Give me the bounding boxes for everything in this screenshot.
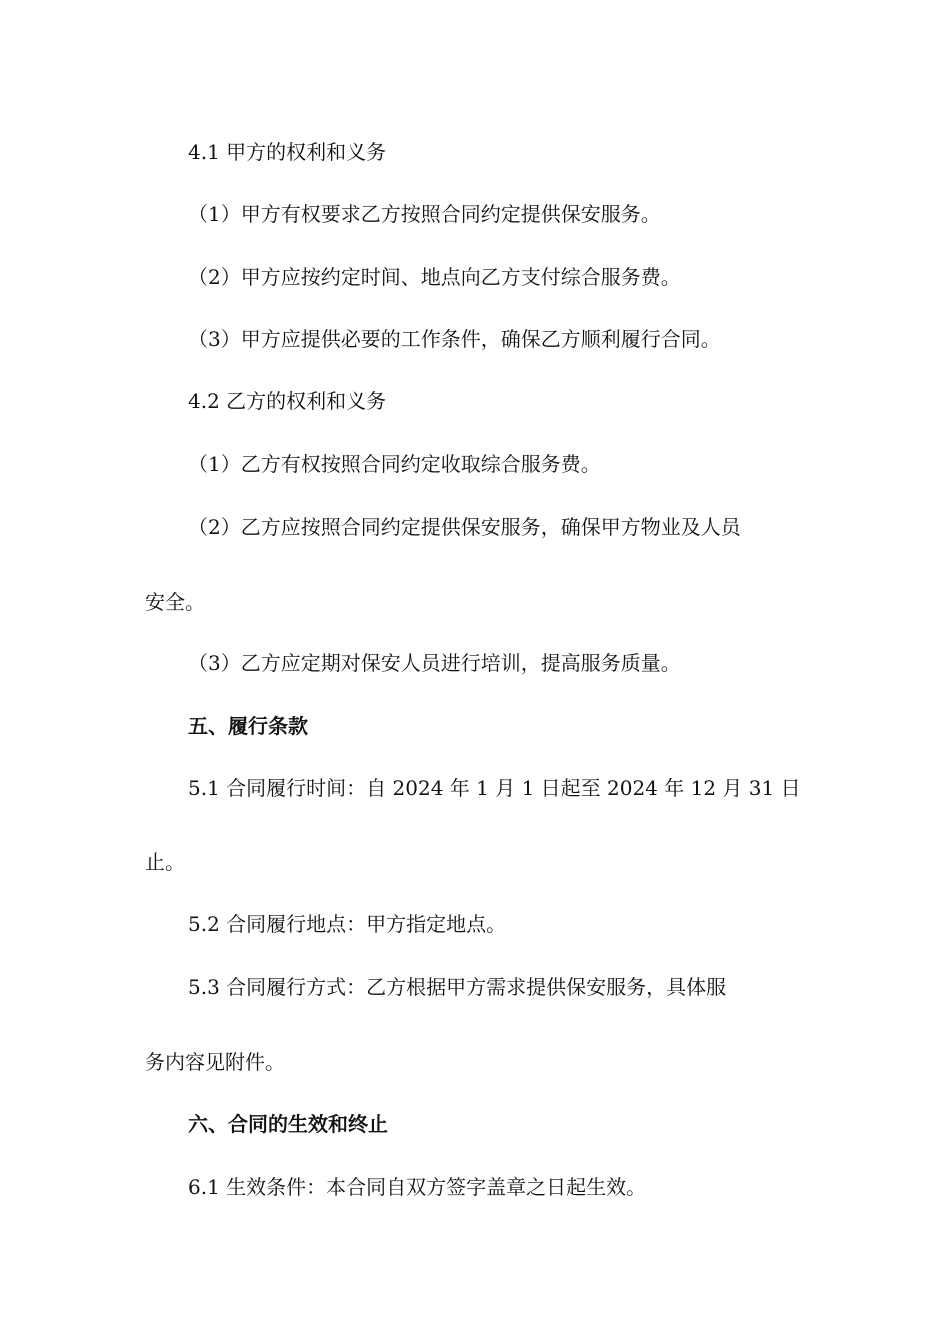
clause-5-2: 5.2 合同履行地点：甲方指定地点。 [188,912,507,936]
clause-5-3-continued: 务内容见附件。 [145,1050,285,1074]
clause-5-1-continued: 止。 [145,850,185,874]
clause-4-2-item-2: （2）乙方应按照合同约定提供保安服务，确保甲方物业及人员 [188,515,741,539]
clause-4-2-item-3: （3）乙方应定期对保安人员进行培训，提高服务质量。 [188,651,681,675]
section-6-title: 六、合同的生效和终止 [188,1112,388,1136]
clause-4-1-item-3: （3）甲方应提供必要的工作条件，确保乙方顺利履行合同。 [188,327,721,351]
clause-4-1-item-2: （2）甲方应按约定时间、地点向乙方支付综合服务费。 [188,265,681,289]
clause-4-1-heading: 4.1 甲方的权利和义务 [188,140,387,164]
clause-4-2-item-2-continued: 安全。 [145,590,205,614]
clause-6-1: 6.1 生效条件：本合同自双方签字盖章之日起生效。 [188,1175,647,1199]
section-5-title: 五、履行条款 [188,714,308,738]
clause-4-2-item-1: （1）乙方有权按照合同约定收取综合服务费。 [188,452,601,476]
clause-4-1-item-1: （1）甲方有权要求乙方按照合同约定提供保安服务。 [188,202,661,226]
clause-4-2-heading: 4.2 乙方的权利和义务 [188,389,387,413]
clause-5-3: 5.3 合同履行方式：乙方根据甲方需求提供保安服务，具体服 [188,975,727,999]
clause-5-1: 5.1 合同履行时间：自 2024 年 1 月 1 日起至 2024 年 12 月 31 日 [188,776,801,800]
